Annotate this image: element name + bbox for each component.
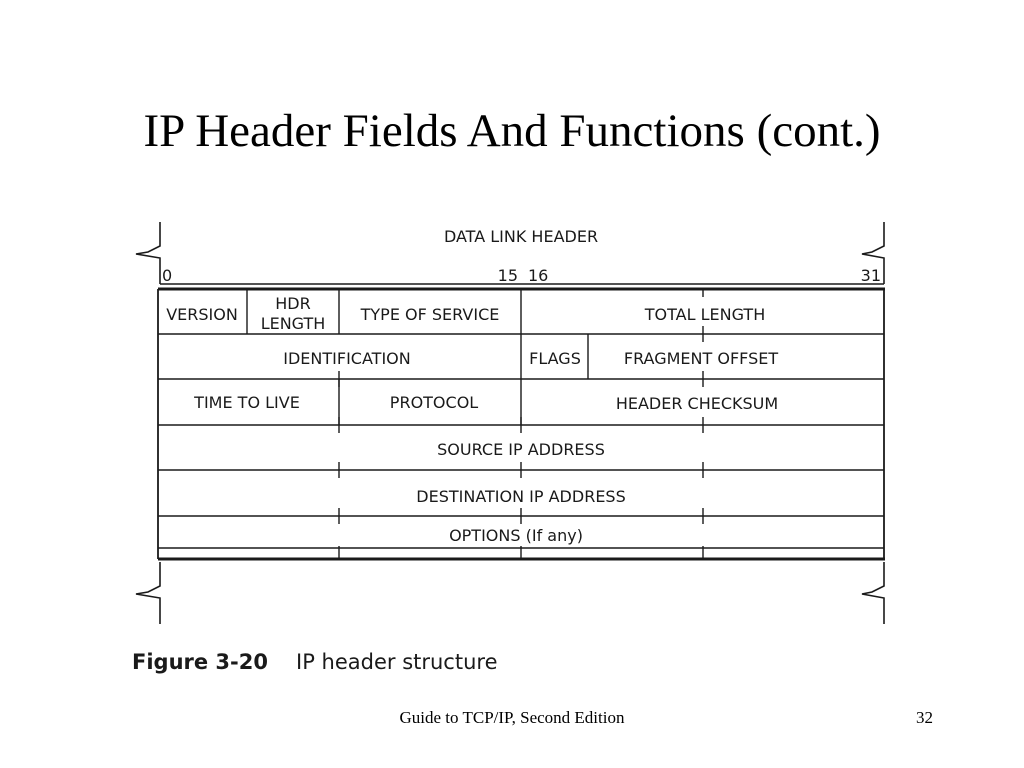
field-destination-ip: DESTINATION IP ADDRESS bbox=[416, 487, 626, 506]
left-bottom-break-mark bbox=[136, 562, 160, 624]
page-number: 32 bbox=[916, 708, 933, 727]
field-flags: FLAGS bbox=[529, 349, 581, 368]
field-hdr-length-line2: LENGTH bbox=[260, 314, 326, 333]
field-protocol: PROTOCOL bbox=[389, 393, 479, 412]
figure-caption bbox=[132, 650, 498, 674]
right-bottom-break-mark bbox=[862, 562, 884, 624]
field-identification: IDENTIFICATION bbox=[283, 349, 411, 368]
field-fragment-offset: FRAGMENT OFFSET bbox=[623, 349, 779, 368]
field-version: VERSION bbox=[166, 305, 238, 324]
field-type-of-service: TYPE OF SERVICE bbox=[360, 305, 500, 324]
field-options: OPTIONS (If any) bbox=[449, 526, 583, 545]
bit-label-15: 15 bbox=[497, 266, 518, 285]
data-link-header-label: DATA LINK HEADER bbox=[443, 227, 599, 246]
slide-title: IP Header Fields And Functions (cont.) bbox=[143, 105, 881, 157]
figure-number: Figure 3-20 bbox=[132, 650, 268, 674]
bit-label-31: 31 bbox=[860, 266, 881, 285]
field-total-length: TOTAL LENGTH bbox=[644, 305, 766, 324]
figure-caption-text: IP header structure bbox=[296, 650, 498, 674]
field-source-ip: SOURCE IP ADDRESS bbox=[437, 440, 605, 459]
bit-label-0: 0 bbox=[162, 266, 173, 285]
slide-footer: Guide to TCP/IP, Second Edition bbox=[399, 708, 625, 727]
field-hdr-length-line1: HDR bbox=[275, 294, 311, 313]
left-top-break-mark bbox=[136, 222, 160, 284]
field-time-to-live: TIME TO LIVE bbox=[194, 393, 300, 412]
field-header-checksum: HEADER CHECKSUM bbox=[615, 394, 779, 413]
bit-label-16: 16 bbox=[528, 266, 549, 285]
